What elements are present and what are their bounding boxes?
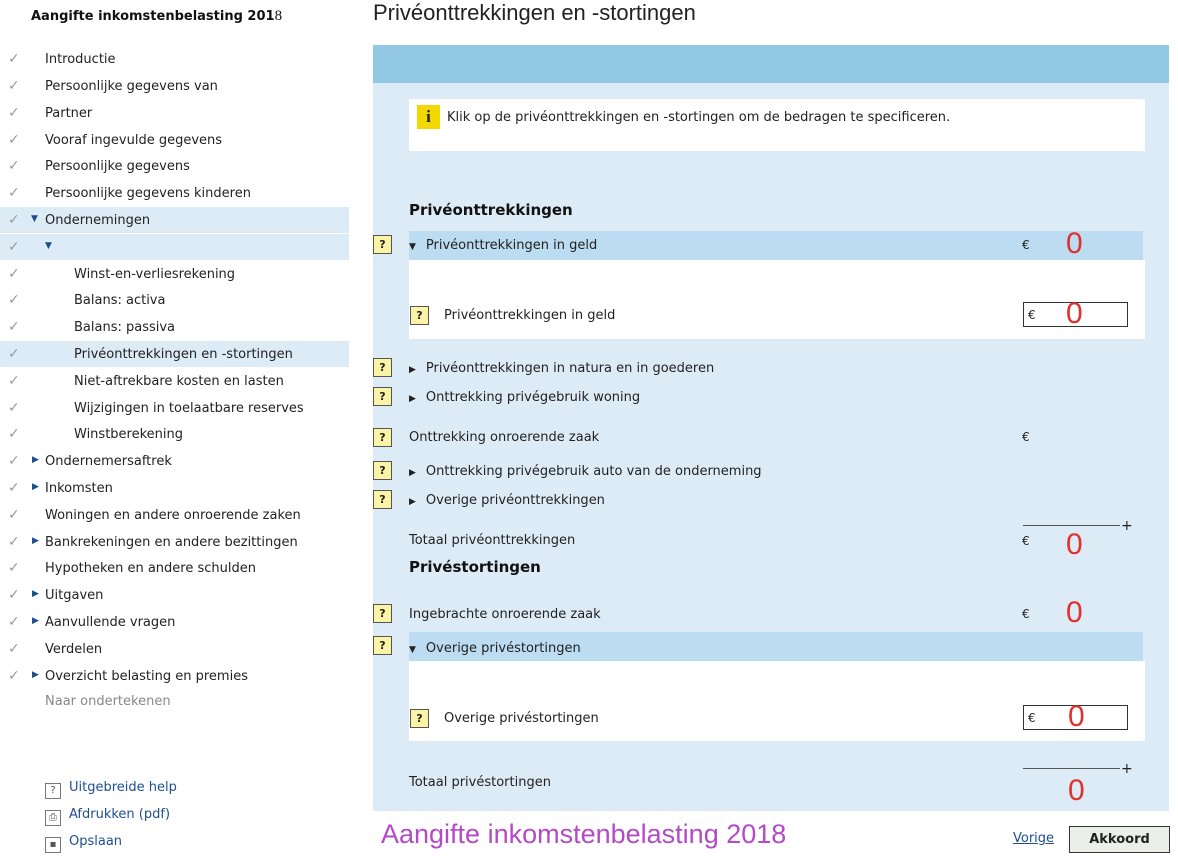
checkmark-icon: ✓ [8, 426, 20, 442]
panel-header-bar [373, 45, 1169, 83]
checkmark-icon: ✓ [8, 453, 20, 469]
withdrawals-heading: Privéonttrekkingen [409, 201, 573, 219]
nav-item-prive-onttrekkingen[interactable]: ✓ Privéonttrekkingen en -stortingen [0, 341, 349, 367]
nav-item-vooraf-ingevuld[interactable]: ✓ Vooraf ingevulde gegevens [8, 132, 223, 148]
other-withdrawals-toggle[interactable]: ▶ Overige privéonttrekkingen [409, 493, 605, 508]
cash-withdrawals-subpanel [409, 260, 1145, 339]
nav-item-uitgaven[interactable]: ✓ ▶ Uitgaven [8, 587, 104, 603]
annotation-zero: 0 [1066, 227, 1083, 260]
plus-sign: + [1121, 518, 1133, 534]
cash-withdrawals-field-label: Privéonttrekkingen in geld [444, 308, 616, 323]
nav-item-balans-passiva[interactable]: ✓ Balans: passiva [8, 319, 176, 335]
nav-item-balans-activa[interactable]: ✓ Balans: activa [8, 292, 166, 308]
nav-item-ondernemersaftrek[interactable]: ✓ ▶ Ondernemersaftrek [8, 453, 172, 469]
other-deposits-group-label[interactable]: ▼ Overige privéstortingen [409, 641, 581, 656]
nav-item-overzicht[interactable]: ✓ ▶ Overzicht belasting en premies [8, 668, 248, 684]
nav-item-bankrekeningen[interactable]: ✓ ▶ Bankrekeningen en andere bezittingen [8, 534, 298, 550]
info-icon: i [417, 105, 440, 129]
sidebar-title: Aangifte inkomstenbelasting 2018 [31, 8, 283, 24]
checkmark-icon: ✓ [8, 51, 20, 67]
nav-item-aanvullende-vragen[interactable]: ✓ ▶ Aanvullende vragen [8, 614, 176, 630]
checkmark-icon: ✓ [8, 534, 20, 550]
nav-item-inkomsten[interactable]: ✓ ▶ Inkomsten [8, 480, 113, 496]
page-title: Privéonttrekkingen en -stortingen [373, 0, 696, 25]
caret-right-icon[interactable]: ▶ [32, 589, 39, 599]
checkmark-icon: ✓ [8, 614, 20, 630]
print-pdf-link[interactable]: ⎙ Afdrukken (pdf) [45, 807, 170, 827]
help-button[interactable]: ? [373, 428, 392, 447]
printer-icon: ⎙ [45, 810, 61, 826]
nav-item-hypotheken[interactable]: ✓ Hypotheken en andere schulden [8, 560, 256, 576]
total-deposits-label: Totaal privéstortingen [409, 775, 551, 790]
euro-sign: € [1022, 238, 1030, 252]
checkmark-icon: ✓ [8, 346, 20, 362]
checkmark-icon: ✓ [8, 105, 20, 121]
nav-item-niet-aftrekbare-kosten[interactable]: ✓ Niet-aftrekbare kosten en lasten [8, 373, 284, 389]
euro-sign: € [1022, 430, 1030, 444]
info-box [409, 99, 1145, 151]
deposits-heading: Privéstortingen [409, 558, 541, 576]
car-use-withdrawal-toggle[interactable]: ▶ Onttrekking privégebruik auto van de onderneming [409, 464, 762, 479]
checkmark-icon: ✓ [8, 319, 20, 335]
real-estate-deposit-label: Ingebrachte onroerende zaak [409, 607, 601, 622]
other-deposits-field-label: Overige privéstortingen [444, 711, 599, 726]
help-button[interactable]: ? [373, 604, 392, 623]
nav-item-partner[interactable]: ✓ Partner [8, 105, 93, 121]
caret-right-icon: ▶ [409, 468, 416, 478]
checkmark-icon: ✓ [8, 266, 20, 282]
caret-down-icon[interactable]: ▼ [31, 214, 38, 224]
nav-item-onderneming-unnamed[interactable] [0, 234, 349, 260]
nav-item-woningen[interactable]: ✓ Woningen en andere onroerende zaken [8, 507, 301, 523]
help-button[interactable]: ? [410, 709, 429, 728]
caret-right-icon: ▶ [409, 497, 416, 507]
previous-link[interactable]: Vorige [1013, 831, 1055, 846]
checkmark-icon: ✓ [8, 78, 20, 94]
help-button[interactable]: ? [373, 358, 392, 377]
nav-item-verdelen[interactable]: ✓ Verdelen [8, 641, 103, 657]
annotation-zero: 0 [1066, 528, 1083, 561]
caret-right-icon[interactable]: ▶ [32, 670, 39, 680]
checkmark-icon: ✓ [8, 132, 20, 148]
caret-right-icon: ▶ [409, 365, 416, 375]
checkmark-icon: ✓ [8, 400, 20, 416]
floppy-disk-icon: ▪ [45, 837, 61, 853]
other-deposits-input[interactable]: € [1023, 705, 1128, 730]
annotation-zero: 0 [1066, 596, 1083, 629]
plus-sign: + [1121, 761, 1133, 777]
help-button[interactable]: ? [373, 461, 392, 480]
sum-line [1023, 768, 1120, 769]
checkmark-icon: ✓ [8, 668, 20, 684]
caret-down-icon: ▼ [409, 645, 416, 655]
checkmark-icon: ✓ [8, 239, 20, 255]
checkmark-icon: ✓ [8, 292, 20, 308]
help-button[interactable]: ? [410, 306, 429, 325]
annotation-zero: 0 [1068, 700, 1085, 733]
cash-withdrawals-group-label[interactable]: ▼ Privéonttrekkingen in geld [409, 238, 598, 253]
checkmark-icon: ✓ [8, 373, 20, 389]
annotation-zero: 0 [1068, 774, 1085, 807]
euro-sign: € [1022, 607, 1030, 621]
home-use-withdrawal-toggle[interactable]: ▶ Onttrekking privégebruik woning [409, 390, 641, 405]
caret-right-icon[interactable]: ▶ [32, 536, 39, 546]
info-text: Klik op de privéonttrekkingen en -stortingen om de bedragen te specificeren. [447, 110, 951, 125]
total-withdrawals-label: Totaal privéonttrekkingen [409, 533, 576, 548]
real-estate-withdrawal-label: Onttrekking onroerende zaak [409, 430, 600, 445]
annotation-caption: Aangifte inkomstenbelasting 2018 [381, 819, 787, 849]
nav-item-kinderen[interactable]: ✓ Persoonlijke gegevens kinderen [8, 185, 251, 201]
akkoord-button[interactable]: Akkoord [1069, 826, 1170, 853]
checkmark-icon: ✓ [8, 158, 20, 174]
nav-item-ondernemingen[interactable]: ✓ ▼ Ondernemingen [0, 207, 349, 233]
natura-withdrawals-toggle[interactable]: ▶ Privéonttrekkingen in natura en in goederen [409, 361, 715, 376]
help-button[interactable]: ? [373, 387, 392, 406]
save-link[interactable]: ▪ Opslaan [45, 834, 122, 854]
checkmark-icon: ✓ [8, 587, 20, 603]
annotation-zero: 0 [1066, 297, 1083, 330]
help-button[interactable]: ? [373, 490, 392, 509]
nav-item-introductie[interactable]: ✓ Introductie [8, 51, 116, 67]
caret-right-icon[interactable]: ▶ [32, 616, 39, 626]
checkmark-icon: ✓ [8, 185, 20, 201]
euro-sign: € [1022, 534, 1030, 548]
checkmark-icon: ✓ [8, 212, 20, 228]
help-link[interactable]: ? Uitgebreide help [45, 780, 177, 800]
caret-right-icon[interactable]: ▶ [32, 482, 39, 492]
caret-down-icon[interactable]: ▼ [45, 241, 52, 251]
nav-item-winst-verlies[interactable]: ✓ Winst-en-verliesrekening [8, 266, 236, 282]
checkmark-icon: ✓ [8, 507, 20, 523]
help-icon: ? [45, 783, 61, 799]
checkmark-icon: ✓ [8, 560, 20, 576]
nav-item-reserves[interactable]: ✓ Wijzigingen in toelaatbare reserves [8, 400, 304, 416]
nav-item-winstberekening[interactable]: ✓ Winstberekening [8, 426, 184, 442]
help-button[interactable]: ? [373, 636, 392, 655]
sum-line [1023, 525, 1120, 526]
nav-item-naar-ondertekenen: Naar ondertekenen [45, 694, 171, 709]
checkmark-icon: ✓ [8, 641, 20, 657]
cash-withdrawals-input[interactable]: € [1023, 302, 1128, 327]
nav-item-persoonlijke-gegevens-van[interactable]: ✓ Persoonlijke gegevens van [8, 78, 218, 94]
help-button[interactable]: ? [373, 235, 392, 254]
checkmark-icon: ✓ [8, 480, 20, 496]
caret-down-icon: ▼ [409, 242, 416, 252]
caret-right-icon: ▶ [409, 394, 416, 404]
nav-item-persoonlijke-gegevens[interactable]: ✓ Persoonlijke gegevens [8, 158, 190, 174]
caret-right-icon[interactable]: ▶ [32, 455, 39, 465]
